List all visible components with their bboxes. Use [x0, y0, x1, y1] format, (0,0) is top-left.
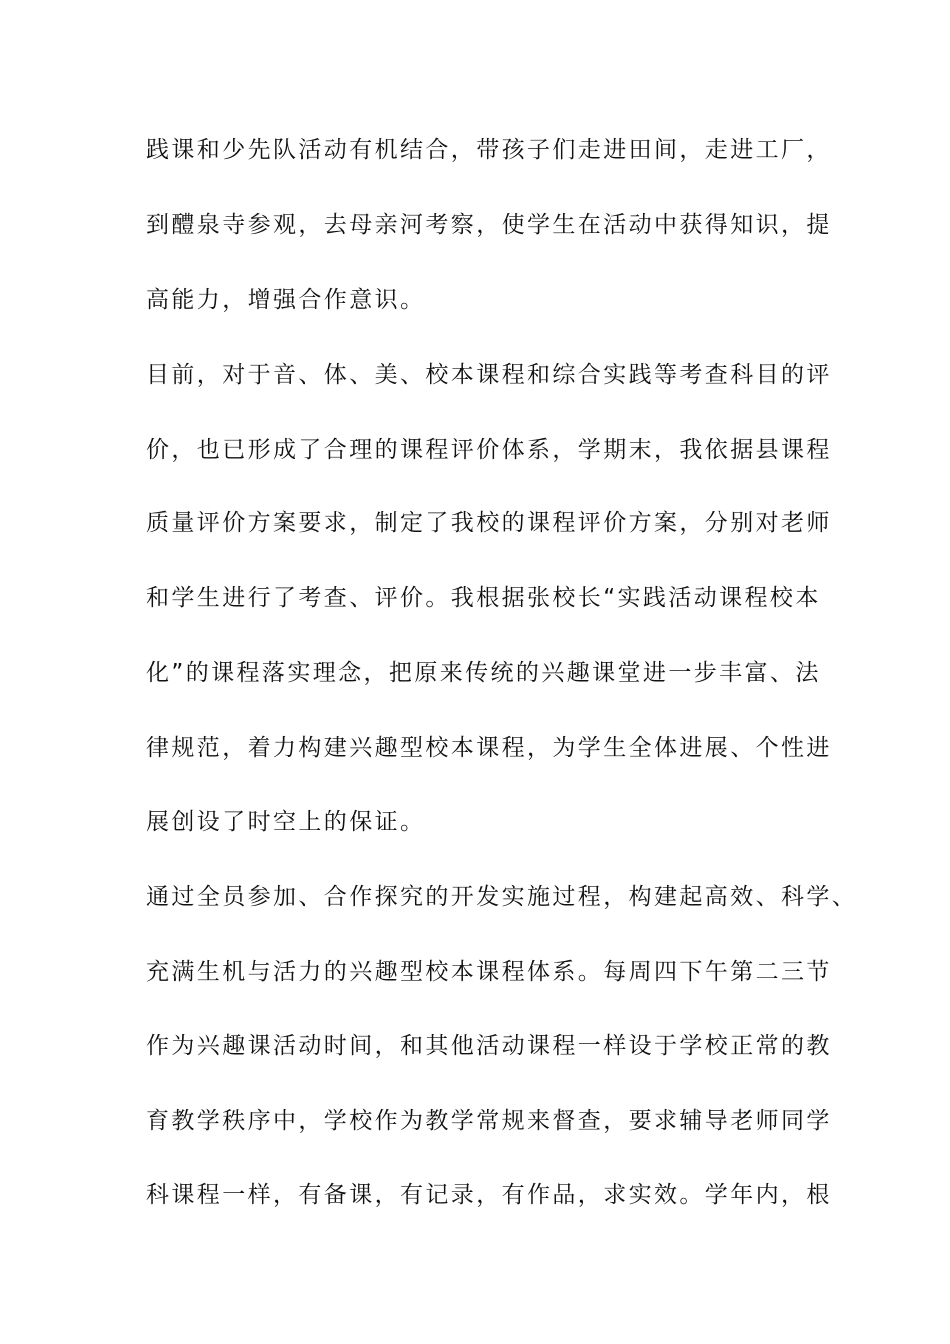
- text-line-2: 到醴泉寺参观，去母亲河考察，使学生在活动中获得知识，提: [146, 212, 832, 238]
- text-line-15: 科课程一样，有备课，有记录，有作品，求实效。学年内，根: [146, 1182, 832, 1208]
- text-line-12: 充满生机与活力的兴趣型校本课程体系。每周四下午第二三节: [146, 959, 832, 985]
- text-line-6: 质量评价方案要求，制定了我校的课程评价方案，分别对老师: [146, 510, 832, 536]
- text-line-3: 高能力，增强合作意识。: [146, 287, 426, 313]
- text-line-8: 化”的课程落实理念，把原来传统的兴趣课堂进一步丰富、法: [146, 660, 821, 686]
- text-line-10: 展创设了时空上的保证。: [146, 809, 426, 835]
- text-line-7: 和学生进行了考查、评价。我根据张校长“实践活动课程校本: [146, 585, 821, 611]
- text-line-4: 目前，对于音、体、美、校本课程和综合实践等考查科目的评: [146, 362, 832, 388]
- text-line-9: 律规范，着力构建兴趣型校本课程，为学生全体进展、个性进: [146, 735, 832, 761]
- text-line-1: 践课和少先队活动有机结合，带孩子们走进田间，走进工厂，: [146, 137, 832, 163]
- text-line-13: 作为兴趣课活动时间，和其他活动课程一样设于学校正常的教: [146, 1033, 832, 1059]
- text-line-11: 通过全员参加、合作探究的开发实施过程，构建起高效、科学、: [146, 884, 858, 910]
- text-line-5: 价，也已形成了合理的课程评价体系，学期末，我依据县课程: [146, 437, 832, 463]
- text-line-14: 育教学秩序中，学校作为教学常规来督查，要求辅导老师同学: [146, 1108, 832, 1134]
